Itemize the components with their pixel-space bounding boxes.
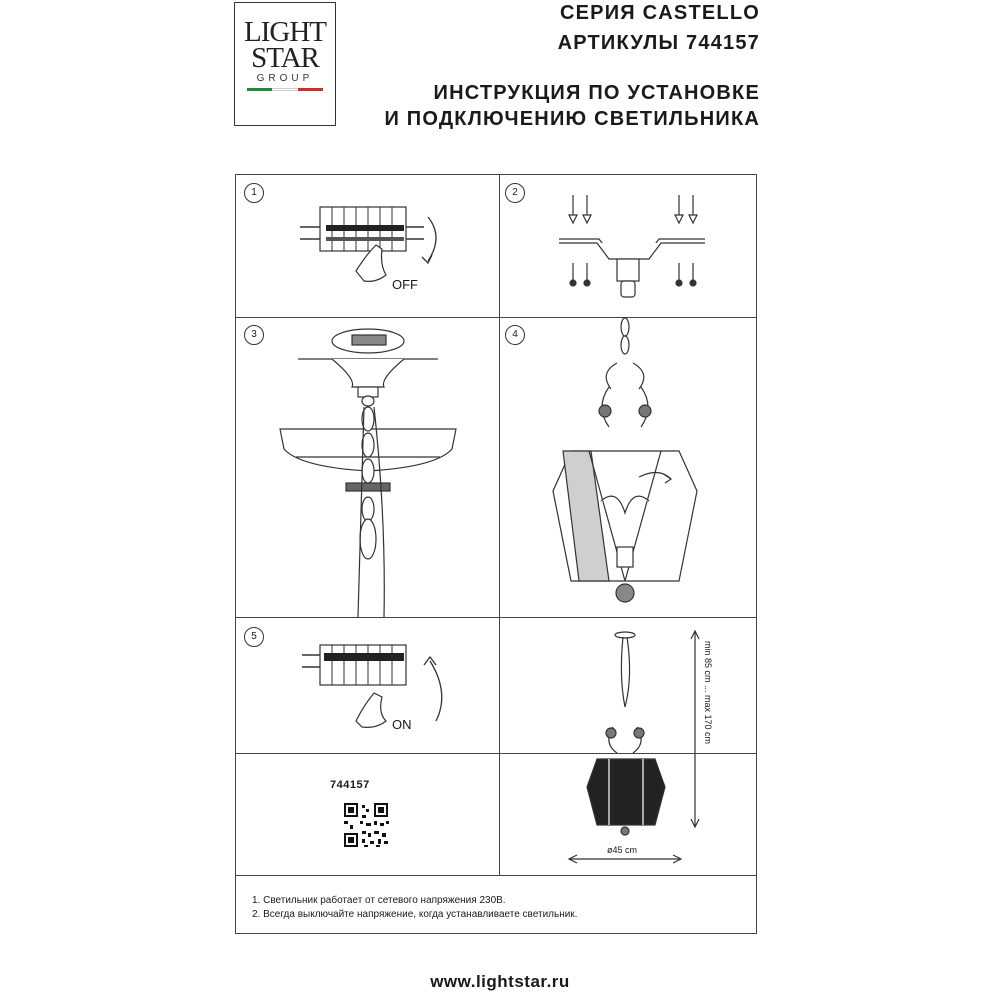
article-number: 744157 (330, 779, 370, 791)
note-item: 1. Светильник работает от сетевого напряжения 230В. (252, 895, 506, 906)
terminal-block-icon (236, 175, 499, 317)
instruction-sheet (235, 174, 757, 934)
step-5-panel (236, 617, 499, 753)
height-dimension-label: min 85 cm ... max 170 cm (703, 641, 713, 745)
logo-text-light: LIGHT (244, 16, 326, 48)
italian-flag-icon (247, 88, 323, 91)
step-5-badge: 5 (244, 627, 264, 647)
step-5-on-label: ON (392, 717, 412, 732)
series-title: СЕРИЯ CASTELLO (559, 2, 760, 24)
step-2-panel (499, 175, 757, 317)
terminal-block-on-icon (236, 617, 499, 753)
article-title: АРТИКУЛЫ 744157 (557, 32, 760, 54)
instruction-title-line2: И ПОДКЛЮЧЕНИЮ СВЕТИЛЬНИКА (384, 108, 760, 130)
step-1-badge: 1 (244, 183, 264, 203)
instruction-title-line1: ИНСТРУКЦИЯ ПО УСТАНОВКЕ (433, 82, 760, 104)
mounting-bracket-icon (499, 175, 757, 317)
qr-code-icon (236, 753, 499, 875)
article-panel (236, 753, 499, 875)
step-1-off-label: OFF (392, 277, 418, 292)
ceiling-cup-chain-icon (236, 317, 499, 617)
note-item: 2. Всегда выключайте напряжение, когда устанавливаете светильник. (252, 909, 578, 920)
step-4-panel (499, 317, 757, 617)
logo-text-group: GROUP (256, 73, 314, 84)
website-link[interactable]: www.lightstar.ru (430, 972, 570, 991)
step-3-panel (236, 317, 499, 617)
step-3-badge: 3 (244, 325, 264, 345)
lantern-dimensions-icon (499, 617, 757, 875)
dimensions-panel (499, 617, 757, 875)
lantern-assembly-icon (499, 317, 757, 617)
step-1-panel (236, 175, 499, 317)
brand-logo (234, 2, 336, 126)
step-2-badge: 2 (505, 183, 525, 203)
logo-text-star: STAR (251, 42, 319, 74)
notes-panel (236, 875, 756, 933)
diameter-dimension-label: ø45 cm (607, 845, 638, 855)
step-4-badge: 4 (505, 325, 525, 345)
